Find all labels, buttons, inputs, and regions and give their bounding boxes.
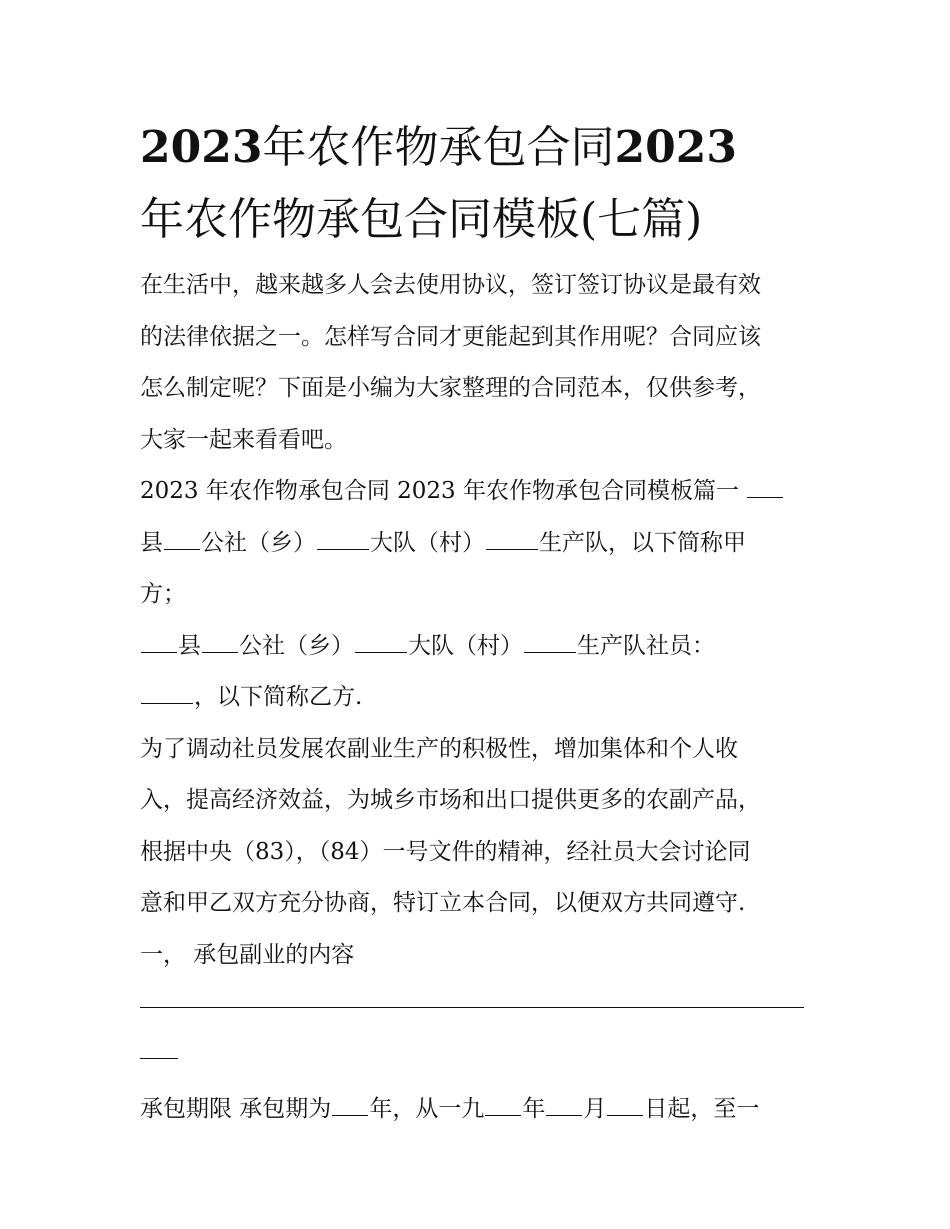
blank-field: [524, 631, 576, 653]
document-page: [140, 112, 812, 1136]
term-label: 承包期限 承包期为: [140, 1096, 332, 1122]
party-b-brigade: 大队（村）: [408, 632, 523, 659]
title-line2-text: 年农作物承包合同模板(七篇): [140, 194, 703, 245]
party-a-team: 生产队，以下简称甲: [539, 529, 746, 556]
term-line: [140, 1084, 812, 1136]
section-heading-text: 2023 年农作物承包合同 2023 年农作物承包合同模板篇一: [140, 478, 739, 504]
purpose-line: 入，提高经济效益，为城乡市场和出口提供更多的农副产品，: [140, 787, 761, 813]
intro-line: 在生活中，越来越多人会去使用协议，签订签订协议是最有效: [140, 272, 761, 298]
blank-field: [747, 476, 783, 498]
blank-field: [607, 1094, 643, 1116]
term-month: 月: [583, 1096, 607, 1122]
title-year-2: 2023: [614, 122, 737, 173]
clause-one-heading: 一， 承包副业的内容: [140, 941, 355, 968]
purpose-line: 根据中央（83），（84）一号文件的精神，经社员大会讨论同: [140, 838, 751, 865]
party-b-suffix: ，以下简称乙方.: [194, 684, 363, 710]
purpose-paragraph: [140, 724, 812, 930]
section-one: [140, 466, 812, 724]
content-fill-line: [140, 981, 804, 1008]
content-fill-line-end: [140, 1032, 178, 1059]
blank-field: [485, 1094, 521, 1116]
party-a-commune: 公社（乡）: [201, 529, 316, 556]
party-b-suffix-line: [140, 672, 812, 724]
party-b-team: 生产队社员：: [577, 632, 715, 659]
purpose-line: 意和甲乙双方充分协商，特订立本合同，以便双方共同遵守.: [140, 890, 746, 916]
party-b-county: 县: [178, 632, 201, 659]
section-heading: [140, 466, 812, 518]
party-b-commune: 公社（乡）: [239, 632, 354, 659]
intro-line: 的法律依据之一。怎样写合同才更能起到其作用呢？合同应该: [140, 323, 761, 350]
purpose-line: 为了调动社员发展农副业生产的积极性，增加集体和个人收: [140, 735, 738, 762]
intro-line: 大家一起来看看吧。: [140, 426, 347, 453]
party-a-suffix: 方；: [140, 581, 186, 607]
intro-line: 怎么制定呢？下面是小编为大家整理的合同范本，仅供参考，: [140, 375, 761, 401]
party-a-county: 县: [140, 529, 163, 556]
blank-field: [546, 1094, 582, 1116]
title-line1-text: 年农作物承包合同: [262, 122, 615, 173]
document-title: [140, 112, 812, 256]
blank-field: [164, 528, 200, 550]
blank-field: [486, 528, 538, 550]
blank-field: [355, 631, 407, 653]
blank-field: [141, 631, 177, 653]
blank-field: [202, 631, 238, 653]
party-a-line: [140, 518, 812, 570]
blank-field: [332, 1094, 368, 1116]
party-b-line: [140, 621, 812, 673]
blank-field: [317, 528, 369, 550]
term-year-from: 年，从一九: [369, 1096, 485, 1122]
title-year-1: 2023: [140, 122, 263, 173]
term-year: 年: [522, 1096, 546, 1122]
blank-field: [141, 682, 193, 704]
intro-paragraph: [140, 260, 812, 466]
term-day: 日起，至一: [644, 1096, 760, 1122]
party-a-brigade: 大队（村）: [370, 529, 485, 556]
